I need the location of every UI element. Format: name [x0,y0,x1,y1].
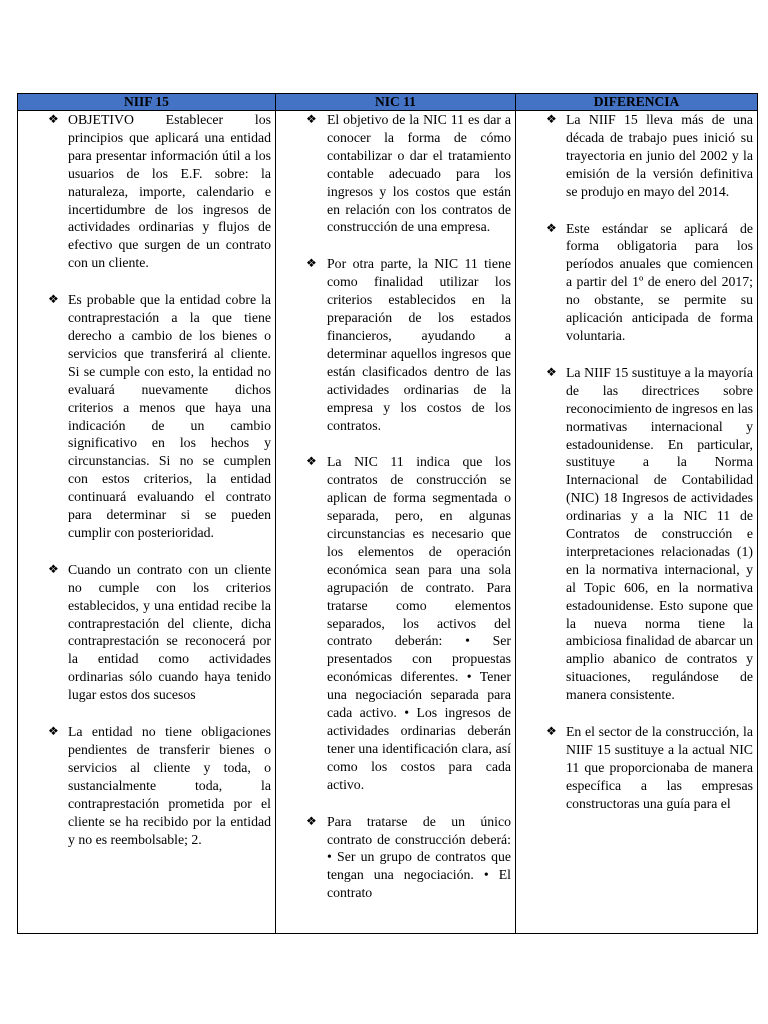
diamond-bullet-icon: ❖ [306,813,317,828]
diamond-bullet-icon: ❖ [306,112,317,126]
list-item-text: Cuando un contrato con un cliente no cumple con los criterios establecidos, y una entidad recibe la contraprestación del cliente, dicha contraprestación se reconocerá por la entidad como actividades ordinarias sólo cuando haya tenido lugar estos dos sucesos [68,561,271,703]
list-item [276,813,511,903]
list-item-text: Para tratarse de un único contrato de construcción deberá: • Ser un grupo de contratos que tengan una negociación. • El contrato [327,813,511,901]
diferencia-cell [516,111,758,934]
header-row [18,94,758,111]
list-item [18,561,271,704]
niif15-list [18,111,271,848]
list-item-text: La NIIF 15 sustituye a la mayoría de las directrices sobre reconocimiento de ingresos en las normativas internacional y estadounidense. En particular, sustituye a la Norma Internacional de Contabilidad (NIC) 18 Ingresos de actividades ordinarias y a la NIC 11 de Contratos de construcción e interpretaciones relacionadas (1) en la normativa internacional, y al Topic 606, en la normativa estadounidense. Esto supone que la nueva norma tiene la ambiciosa finalidad de abarcar un amplio abanico de contratos y situaciones, regulándose de manera consistente. [566,364,753,703]
list-item [516,220,753,345]
list-item-text: Por otra parte, la NIC 11 tiene como finalidad utilizar los criterios establecidos en la preparación de los estados financieros, ayudando a determinar aquellos ingresos que están clasificados dentro de las actividades ordinarias de la empresa y los costos de los contratos. [327,256,511,433]
list-item-text: En el sector de la construcción, la NIIF 15 sustituye a la actual NIC 11 que proporcionaba de manera específica a las empresas constructoras una guía para el [566,724,753,811]
diamond-bullet-icon: ❖ [546,220,557,235]
diamond-bullet-icon: ❖ [48,292,59,307]
content-row [18,111,758,934]
header-niif15: NIIF 15 [18,94,276,111]
list-item-text: El objetivo de la NIC 11 es dar a conocer la forma de cómo contabilizar o dar el tratamiento contable adecuado para los ingresos y los costos que están en relación con los contratos de construcción de una empresa. [327,112,511,235]
diamond-bullet-icon: ❖ [306,256,317,271]
list-item-text: OBJETIVO Establecer los principios que aplicará una entidad para presentar información útil a los usuarios de los E.F. sobre: la naturaleza, importe, calendario e incertidumbre de los ingresos de actividades ordinarias y flujos de efectivo que surgen de un contrato con un cliente. [68,112,271,271]
list-item [516,111,753,201]
list-item [276,255,511,434]
list-item-text: La NIIF 15 lleva más de una década de trabajo pues inició su trayectoria en junio del 2002 y la emisión de la versión definitiva se produjo en mayo del 2014. [566,112,753,199]
list-item-text: La NIC 11 indica que los contratos de construcción se aplican de forma segmentada o separada, pero, en algunas circunstancias es necesario que los elementos de operación económica sean para una sola agrupación de contrato. Para tratarse como elementos separados, los activos del contrato deberán: • Ser presentados con propuestas económicas diferentes. • Tener una negociación separada para cada activo. • Los ingresos de actividades ordinarias deberán tener una identificación clara, así como los costos para cada activo. [327,454,511,792]
list-item [516,364,753,704]
list-item [18,723,271,848]
header-diferencia: DIFERENCIA [516,94,758,111]
comparison-table [17,93,758,934]
diamond-bullet-icon: ❖ [546,724,557,739]
diamond-bullet-icon: ❖ [306,454,317,469]
nic11-cell [276,111,516,934]
diamond-bullet-icon: ❖ [546,364,557,379]
diamond-bullet-icon: ❖ [48,724,59,739]
list-item [516,723,753,813]
list-item [276,453,511,793]
diamond-bullet-icon: ❖ [48,561,59,576]
list-item-text: Este estándar se aplicará de forma obligatoria para los períodos anuales que comiencen a partir del 1º de enero del 2017; no obstante, se permite su aplicación anticipada de forma voluntaria. [566,220,753,343]
nic11-list [276,111,511,902]
list-item [18,291,271,542]
diferencia-list [516,111,753,813]
header-nic11: NIC 11 [276,94,516,111]
diamond-bullet-icon: ❖ [48,112,59,126]
niif15-cell [18,111,276,934]
list-item-text: Es probable que la entidad cobre la contraprestación a la que tiene derecho a cambio de los bienes o servicios que transferirá al cliente. Si se cumple con esto, la entidad no evaluará nuevamente dichos criterios a menos que haya una indicación de un cambio significativo en los hechos y circunstancias. Si no se cumplen con estos criterios, la entidad continuará evaluando el contrato para determinar si se pueden cumplir con posterioridad. [68,292,271,540]
diamond-bullet-icon: ❖ [546,112,557,126]
list-item [276,111,511,236]
list-item-text: La entidad no tiene obligaciones pendientes de transferir bienes o servicios al cliente y toda, o sustancialmente toda, la contraprestación prometida por el cliente se ha recibido por la entidad y no es reembolsable; 2. [68,724,271,847]
list-item [18,111,271,272]
